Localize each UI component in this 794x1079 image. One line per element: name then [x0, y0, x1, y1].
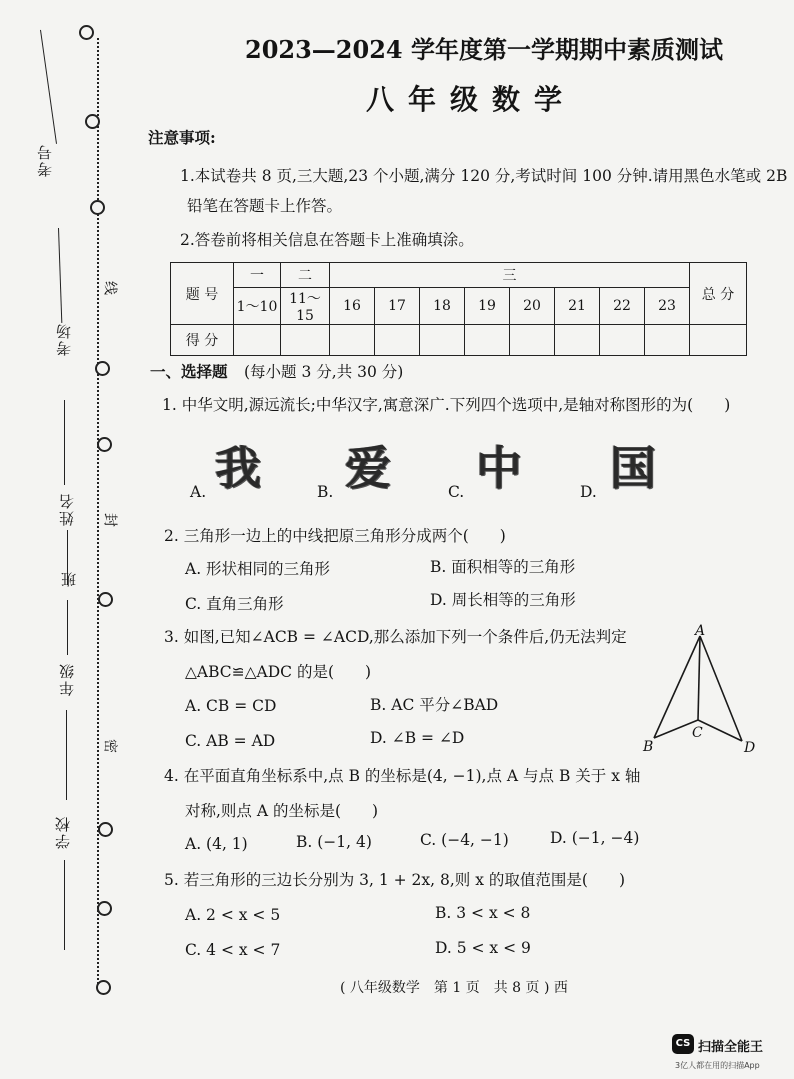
seal-word-line: 线	[104, 279, 118, 295]
q2-option-d: D. 周长相等的三角形	[430, 591, 576, 609]
q3-stem: 3. 如图,已知∠ACB = ∠ACD,那么添加下列一个条件后,仍无法判定	[164, 628, 627, 646]
q3-option-c: C. AB = AD	[185, 732, 276, 750]
q2-option-c: C. 直角三角形	[185, 595, 284, 613]
binding-hole	[97, 901, 112, 916]
binding-hole	[98, 592, 113, 607]
score-col: 1～10	[234, 288, 281, 325]
point-d-label: D	[744, 740, 756, 756]
q1-option-b-glyph: 爱	[345, 441, 391, 495]
q5-stem: 5. 若三角形的三边长分别为 3, 1 + 2x, 8,则 x 的取值范围是( )	[164, 871, 625, 889]
label-school: 学校	[54, 815, 72, 849]
score-cell[interactable]	[510, 325, 555, 356]
score-cell[interactable]	[600, 325, 645, 356]
score-cell[interactable]	[234, 325, 281, 356]
q4-option-a: A. (4, 1)	[185, 835, 248, 853]
score-cell[interactable]	[281, 325, 330, 356]
score-table	[170, 262, 747, 356]
label-grade: 年级	[58, 662, 76, 696]
section-heading: 一、选择题	[150, 362, 228, 381]
score-col: 19	[465, 288, 510, 325]
fill-line	[67, 600, 68, 655]
q1-option-b-label: B.	[317, 483, 334, 501]
notice-item-2: 2.答卷前将相关信息在答题卡上准确填涂。	[180, 231, 474, 249]
q4-option-c: C. (−4, −1)	[420, 831, 509, 849]
score-col: 22	[600, 288, 645, 325]
score-cell[interactable]	[555, 325, 600, 356]
q5-option-a: A. 2 < x < 5	[185, 906, 281, 924]
section-note: (每小题 3 分,共 30 分)	[244, 363, 404, 381]
q3-triangle-figure	[640, 620, 765, 760]
notice-item-1: 1.本试卷共 8 页,三大题,23 个小题,满分 120 分,考试时间 100 分钟.请用黑色水笔或 2B	[180, 167, 788, 185]
q1-option-d-label: D.	[580, 483, 597, 501]
score-col: 20	[510, 288, 555, 325]
label-exam-room: 考场	[55, 322, 73, 356]
q1-stem: 1. 中华文明,源远流长;中华汉字,寓意深广.下列四个选项中,是轴对称图形的为( )	[162, 396, 731, 414]
score-row-header: 得 分	[171, 325, 234, 356]
scanner-app-tagline: 3亿人都在用的扫描App	[675, 1061, 760, 1070]
fill-line	[66, 710, 67, 800]
q3-option-d: D. ∠B = ∠D	[370, 729, 465, 747]
score-col: 23	[645, 288, 690, 325]
notice-item-1-cont: 铅笔在答题卡上作答。	[187, 197, 343, 215]
page-footer: ( 八年级数学 第 1 页 共 8 页 ) 西	[340, 980, 568, 996]
q3-option-b: B. AC 平分∠BAD	[370, 696, 499, 714]
scanner-app-name: 扫描全能王	[698, 1040, 764, 1055]
q1-option-a-glyph: 我	[215, 441, 261, 495]
fill-line	[40, 30, 57, 144]
edge-ad	[700, 636, 742, 741]
score-cell[interactable]	[330, 325, 375, 356]
score-col: 18	[420, 288, 465, 325]
point-b-label: B	[643, 739, 654, 755]
exam-subject: 八年级数学	[366, 83, 577, 116]
binding-hole	[85, 114, 100, 129]
score-cell[interactable]	[420, 325, 465, 356]
score-col: 11～15	[281, 288, 330, 325]
notice-heading: 注意事项:	[148, 128, 216, 147]
section-one-header: 一	[234, 263, 281, 288]
score-cell[interactable]	[375, 325, 420, 356]
q3-stem-cont: △ABC≌△ADC 的是( )	[185, 663, 372, 681]
q1-option-c-label: C.	[448, 483, 465, 501]
score-col: 16	[330, 288, 375, 325]
seal-word-seal: 封	[104, 511, 118, 527]
label-exam-number: 考号	[36, 143, 54, 177]
score-col: 21	[555, 288, 600, 325]
q5-option-b: B. 3 < x < 8	[435, 904, 531, 922]
binding-hole	[95, 361, 110, 376]
question-number-header: 题 号	[171, 263, 234, 325]
point-a-label: A	[695, 623, 706, 639]
q4-option-b: B. (−1, 4)	[296, 833, 372, 851]
binding-hole	[97, 437, 112, 452]
q1-option-d-glyph: 国	[610, 441, 656, 495]
point-c-label: C	[692, 725, 703, 741]
q5-option-d: D. 5 < x < 9	[435, 939, 531, 957]
label-name: 姓名	[58, 492, 76, 526]
exam-title: 2023—2024 学年度第一学期期中素质测试	[245, 35, 723, 64]
q5-option-c: C. 4 < x < 7	[185, 941, 281, 959]
dotted-seal-line	[97, 38, 99, 988]
fill-line	[64, 400, 65, 485]
fill-line	[58, 228, 62, 323]
q2-option-a: A. 形状相同的三角形	[185, 560, 331, 578]
q4-stem-cont: 对称,则点 A 的坐标是( )	[185, 802, 379, 820]
section-three-header: 三	[330, 263, 690, 288]
label-class: 班	[60, 570, 78, 587]
scanner-app-logo-icon: CS	[672, 1034, 694, 1054]
q1-option-c-glyph: 中	[476, 441, 522, 495]
q2-option-b: B. 面积相等的三角形	[430, 558, 576, 576]
binding-hole	[98, 822, 113, 837]
score-cell[interactable]	[645, 325, 690, 356]
fill-line	[64, 860, 65, 950]
binding-hole	[79, 25, 94, 40]
binding-hole	[96, 980, 111, 995]
total-header: 总 分	[690, 263, 747, 325]
score-cell[interactable]	[690, 325, 747, 356]
seal-word-secret: 密	[104, 737, 118, 753]
q2-stem: 2. 三角形一边上的中线把原三角形分成两个( )	[164, 527, 506, 545]
score-col: 17	[375, 288, 420, 325]
edge-ac	[698, 636, 700, 720]
q4-option-d: D. (−1, −4)	[550, 829, 640, 847]
binding-hole	[90, 200, 105, 215]
q4-stem: 4. 在平面直角坐标系中,点 B 的坐标是(4, −1),点 A 与点 B 关于 x 轴	[164, 767, 641, 785]
section-two-header: 二	[281, 263, 330, 288]
q3-option-a: A. CB = CD	[185, 697, 277, 715]
score-cell[interactable]	[465, 325, 510, 356]
q1-option-a-label: A.	[190, 483, 207, 501]
